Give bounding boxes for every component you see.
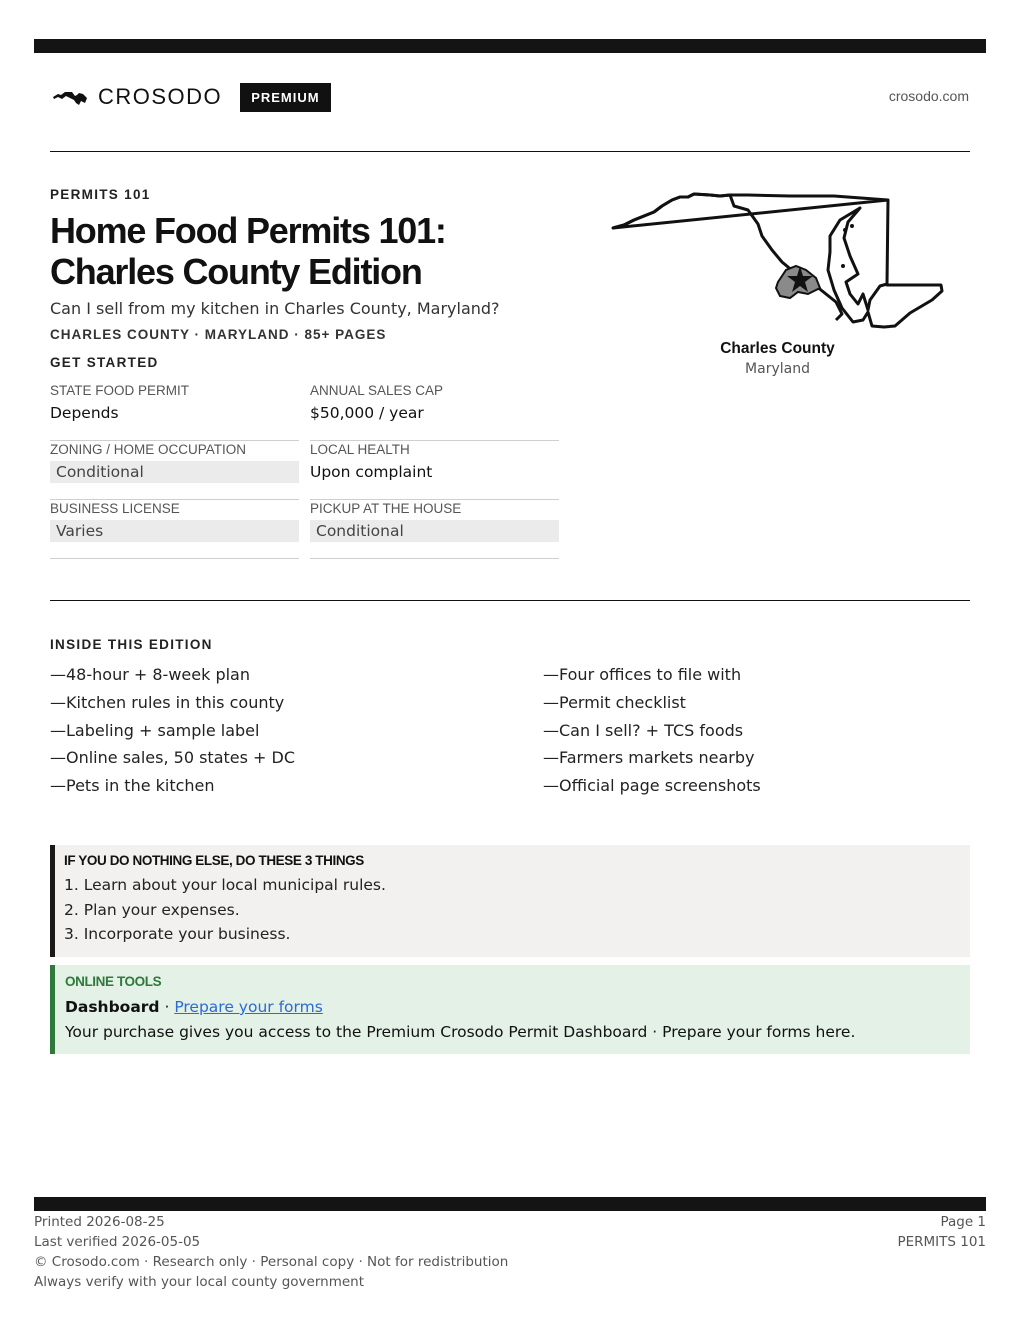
bottom-bar xyxy=(34,1197,986,1211)
doc-label: PERMITS 101 xyxy=(897,1234,986,1250)
island-dot xyxy=(850,224,854,228)
tools-heading: ONLINE TOOLS xyxy=(65,974,162,989)
edition-meta: CHARLES COUNTY · MARYLAND · 85+ PAGES xyxy=(50,327,387,342)
toc-item: —Farmers markets nearby xyxy=(543,748,755,768)
tools-description: Your purchase gives you access to the Premium Crosodo Permit Dashboard · Prepare your forms here. xyxy=(65,1023,856,1041)
copyright: © Crosodo.com · Research only · Personal copy · Not for redistribution xyxy=(34,1254,509,1270)
callout-heading: IF YOU DO NOTHING ELSE, DO THESE 3 THINGS xyxy=(64,853,364,868)
kicker: PERMITS 101 xyxy=(50,187,151,202)
prepare-forms-link[interactable]: Prepare your forms xyxy=(174,998,323,1016)
fact-business-license xyxy=(50,500,299,559)
toc-item: —Online sales, 50 states + DC xyxy=(50,748,296,768)
brand-header xyxy=(52,82,331,112)
page-number: Page 1 xyxy=(940,1214,986,1230)
fact-local-health xyxy=(310,441,559,500)
island-dot xyxy=(841,264,845,268)
footer-left xyxy=(34,1212,508,1292)
verify-advice: Always verify with your local county government xyxy=(34,1274,364,1290)
fact-label: PICKUP AT THE HOUSE xyxy=(310,501,462,516)
top-three-callout xyxy=(50,845,970,957)
map-state-name: Maryland xyxy=(745,361,810,377)
fact-label: ZONING / HOME OCCUPATION xyxy=(50,442,247,457)
callout-item: 2. Plan your expenses. xyxy=(64,900,240,919)
page-title: Home Food Permits 101: Charles County Edition xyxy=(50,210,446,292)
printed-date: Printed 2026-08-25 xyxy=(34,1214,165,1230)
callout-item: 1. Learn about your local municipal rules. xyxy=(64,876,386,894)
toc-item: —Pets in the kitchen xyxy=(50,776,215,796)
section-divider xyxy=(50,600,970,601)
callout-item: 3. Incorporate your business. xyxy=(64,925,291,943)
toc-item: —Kitchen rules in this county xyxy=(50,692,285,712)
fact-value: Varies xyxy=(50,520,299,542)
fact-value: Conditional xyxy=(50,461,299,483)
fact-state-food-permit xyxy=(50,382,299,441)
toc-item: —48-hour + 8-week plan xyxy=(50,665,250,684)
get-started-label: GET STARTED xyxy=(50,355,159,370)
toc-list xyxy=(50,663,970,802)
site-url[interactable]: crosodo.com xyxy=(888,88,969,104)
western-shore-outline xyxy=(613,194,842,320)
fact-zoning xyxy=(50,441,299,500)
maryland-map xyxy=(610,190,945,335)
fact-pickup xyxy=(310,500,559,559)
maryland-state-icon xyxy=(52,87,88,107)
fact-annual-sales-cap xyxy=(310,382,559,441)
fact-label: BUSINESS LICENSE xyxy=(50,501,180,516)
fact-value: Upon complaint xyxy=(310,463,433,481)
toc-item: —Can I sell? + TCS foods xyxy=(543,720,744,740)
online-tools-callout xyxy=(50,965,970,1054)
toc-item: —Official page screenshots xyxy=(543,776,761,796)
subtitle: Can I sell from my kitchen in Charles County, Maryland? xyxy=(50,299,500,318)
map-caption xyxy=(700,340,855,377)
toc-item: —Permit checklist xyxy=(543,692,686,712)
tools-links-row xyxy=(65,995,970,1020)
island-dot xyxy=(843,228,847,232)
brand-name: CROSODO xyxy=(98,84,223,109)
verified-date: Last verified 2026-05-05 xyxy=(34,1234,201,1250)
tools-separator: · xyxy=(159,998,175,1016)
fact-label: STATE FOOD PERMIT xyxy=(50,383,190,398)
toc-item: —Four offices to file with xyxy=(543,665,742,684)
header-divider xyxy=(50,151,970,152)
facts-grid xyxy=(50,382,559,559)
fact-value: $50,000 / year xyxy=(310,404,424,422)
state-outline xyxy=(613,194,942,327)
toc-column-left xyxy=(50,663,543,802)
inside-heading: INSIDE THIS EDITION xyxy=(50,637,213,652)
dashboard-label: Dashboard xyxy=(65,998,160,1016)
fact-label: LOCAL HEALTH xyxy=(310,442,410,457)
premium-badge: PREMIUM xyxy=(240,83,330,112)
map-county-name: Charles County xyxy=(720,340,835,357)
fact-value: Depends xyxy=(50,404,119,422)
fact-value: Conditional xyxy=(310,520,559,542)
footer-right xyxy=(897,1212,986,1252)
toc-column-right xyxy=(543,663,970,802)
fact-label: ANNUAL SALES CAP xyxy=(310,383,444,398)
top-bar xyxy=(34,39,986,53)
toc-item: —Labeling + sample label xyxy=(50,720,260,740)
